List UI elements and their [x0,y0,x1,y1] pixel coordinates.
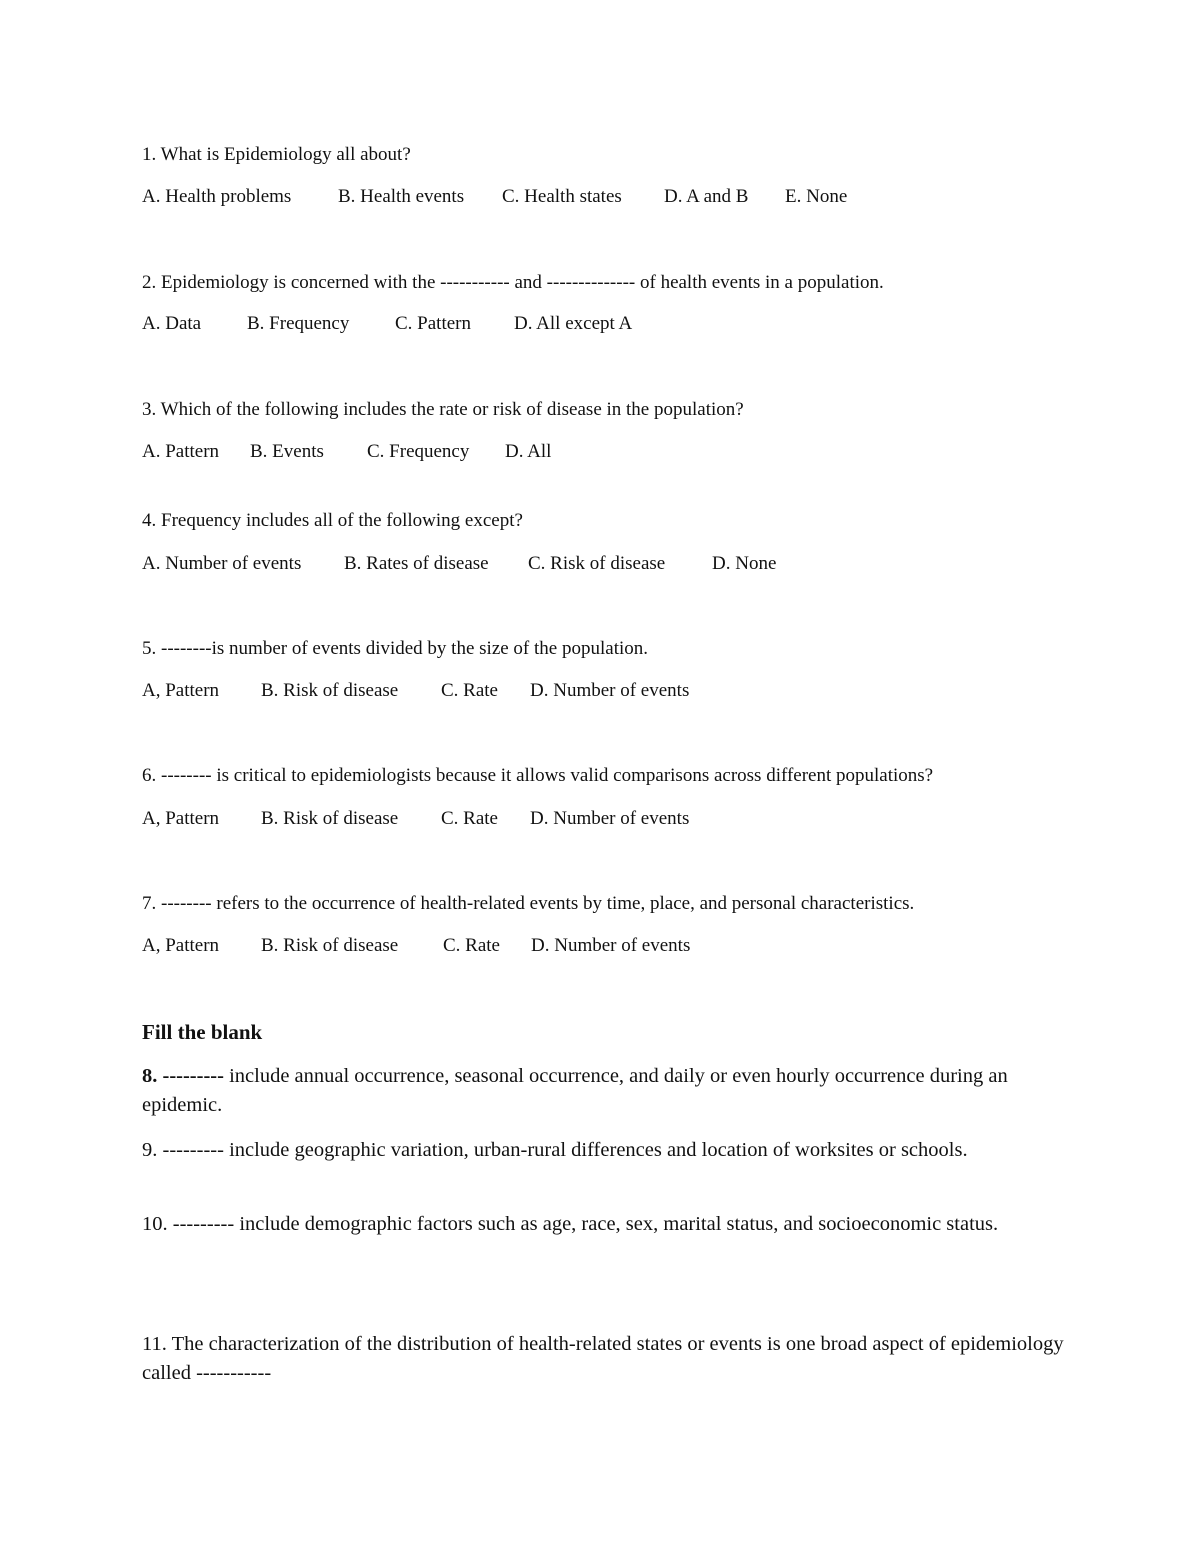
question-10: 10. --------- include demographic factors such as age, race, sex, marital status, and socioeconomic status. [142,1213,999,1235]
question-4: 4. Frequency includes all of the following except? [142,510,523,531]
question-8-number: 8. --------- [142,1065,224,1087]
option-a: A. Pattern [142,441,220,462]
option-c: C. Pattern [395,313,471,334]
question-7-options [142,935,690,957]
section-heading: Fill the blank [142,1020,263,1044]
option-b: B. Risk of disease [261,680,399,701]
question-3-options [142,441,551,463]
option-c: C. Rate [441,808,498,829]
question-6-options [142,808,689,830]
option-a: A, Pattern [142,680,220,701]
question-1: 1. What is Epidemiology all about? [142,144,411,165]
option-d: D. Number of events [531,935,691,956]
option-c: C. Health states [502,186,622,207]
question-8-text: include annual occurrence, seasonal occurrence, and daily or even hourly occurrence during an epidemic. [142,1065,1008,1116]
option-b: B. Risk of disease [261,808,399,829]
option-a: A. Health problems [142,186,292,207]
question-6: 6. -------- is critical to epidemiologists because it allows valid comparisons across different populations? [142,765,934,786]
option-d: D. Number of events [530,808,690,829]
option-a: A, Pattern [142,808,220,829]
option-d: D. All [505,441,552,462]
option-d: D. None [712,553,777,574]
option-c: C. Risk of disease [528,553,666,574]
question-3: 3. Which of the following includes the rate or risk of disease in the population? [142,399,744,420]
option-c: C. Rate [443,935,500,956]
option-b: B. Risk of disease [261,935,399,956]
question-9: 9. --------- include geographic variation, urban-rural differences and location of worksites or schools. [142,1139,968,1161]
option-e: E. None [785,186,848,207]
option-a: A. Data [142,313,202,334]
option-b: B. Rates of disease [344,553,489,574]
question-5-options [142,680,689,702]
question-11: 11. The characterization of the distribution of health-related states or events is one broad aspect of epidemiology called ----------- [142,1333,1064,1384]
option-d: D. Number of events [530,680,690,701]
question-5: 5. --------is number of events divided by the size of the population. [142,638,648,659]
option-c: C. Frequency [367,441,470,462]
option-c: C. Rate [441,680,498,701]
option-b: B. Events [250,441,324,462]
option-a: A. Number of events [142,553,302,574]
option-b: B. Frequency [247,313,350,334]
question-2-options [142,313,632,335]
option-b: B. Health events [338,186,465,207]
option-d: D. A and B [664,186,749,207]
option-d: D. All except A [514,313,633,334]
question-7: 7. -------- refers to the occurrence of health-related events by time, place, and personal characteristics. [142,893,915,914]
question-1-options [142,186,847,208]
question-4-options [142,553,776,575]
question-8 [142,1062,1072,1120]
option-a: A, Pattern [142,935,220,956]
question-2: 2. Epidemiology is concerned with the ----------- and -------------- of health events in a population. [142,272,884,293]
